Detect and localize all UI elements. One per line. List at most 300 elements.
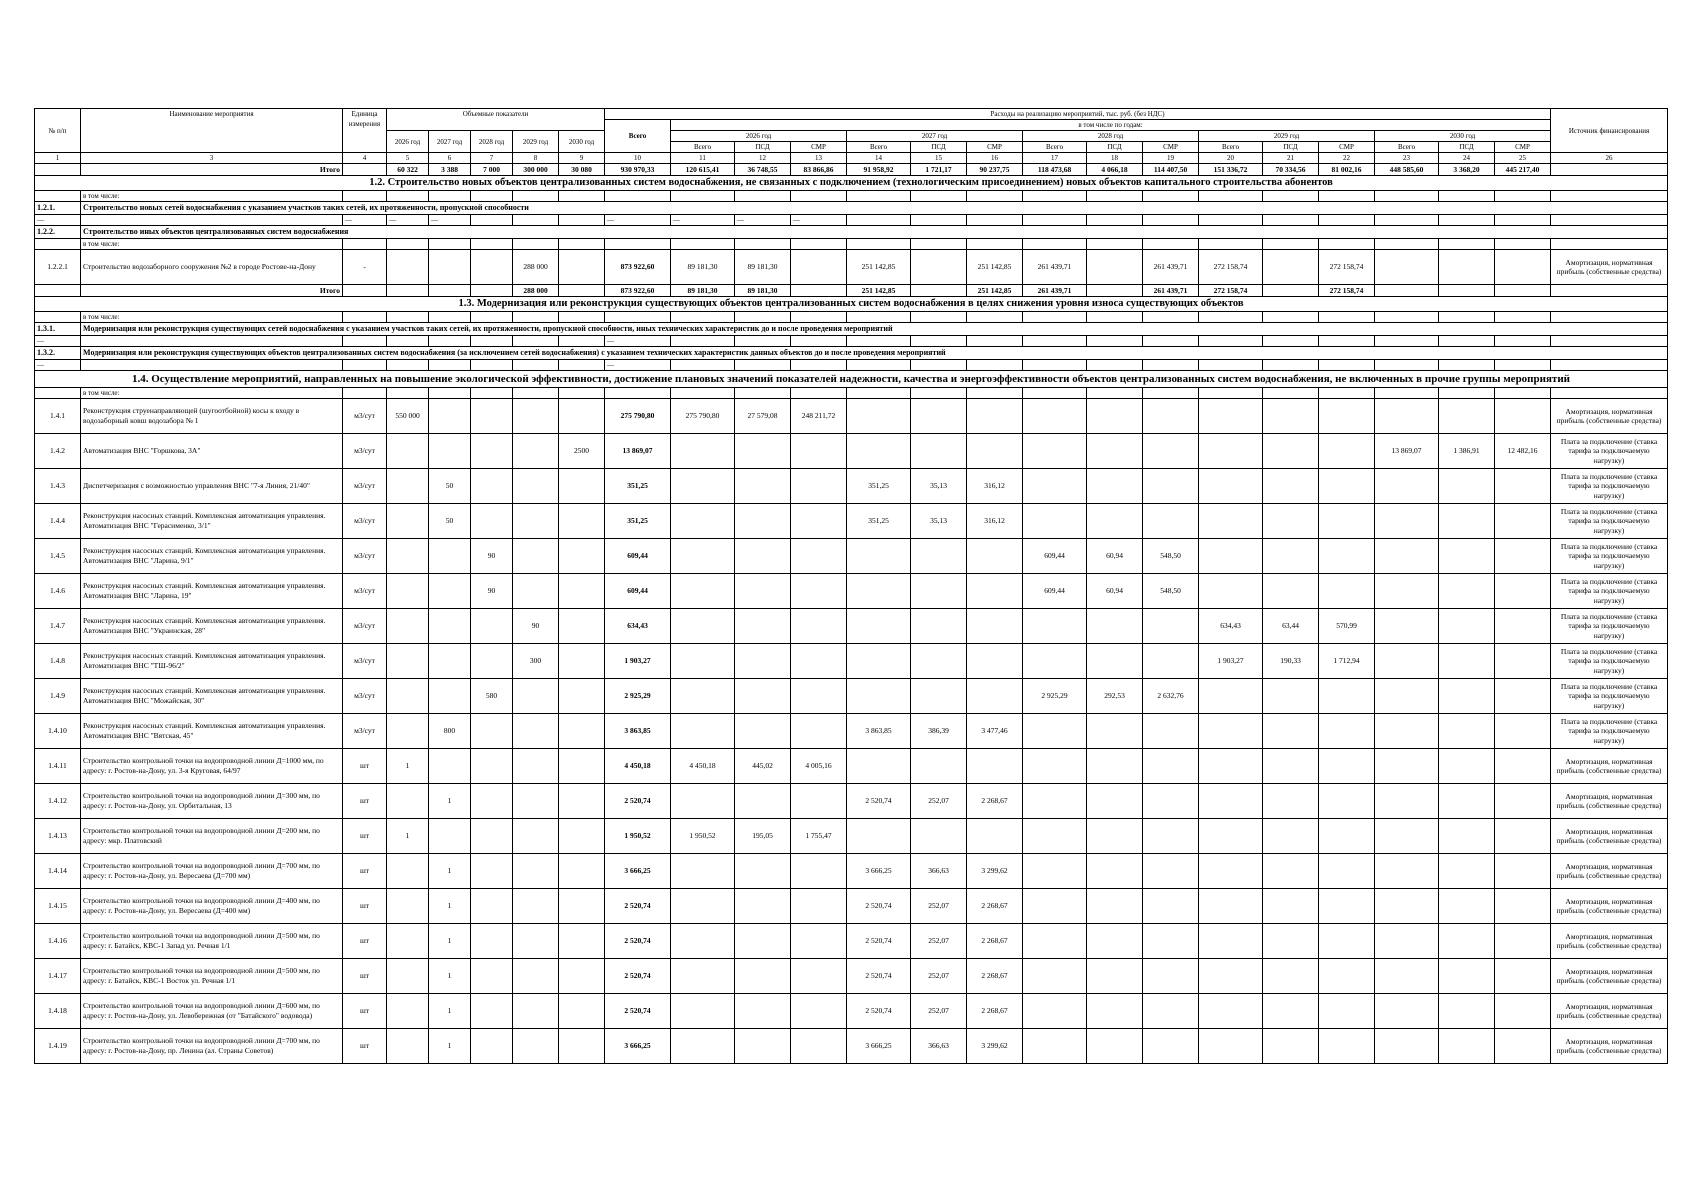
year-cost <box>1263 434 1319 469</box>
year-cost: 3 299,62 <box>967 1029 1023 1064</box>
year-cost <box>1495 994 1551 1029</box>
section-1-2 <box>35 176 1668 191</box>
year-cost <box>791 285 847 297</box>
volume <box>513 1029 559 1064</box>
funding-source: Амортизация, нормативная прибыль (собственные средства) <box>1551 819 1668 854</box>
year-cost <box>671 714 735 749</box>
header-expenses: Расходы на реализацию мероприятий, тыс. руб. (без НДС) <box>605 109 1551 120</box>
year-cost <box>1143 609 1199 644</box>
volume <box>513 714 559 749</box>
cell <box>671 191 735 202</box>
cell <box>1087 360 1143 371</box>
year-cost: 261 439,71 <box>1143 250 1199 285</box>
cell <box>1199 239 1263 250</box>
cell <box>1375 360 1439 371</box>
year-cost <box>1087 854 1143 889</box>
volume: 288 000 <box>513 250 559 285</box>
including-row <box>35 388 1668 399</box>
cell <box>967 312 1023 323</box>
cell <box>967 336 1023 347</box>
total-value: 151 336,72 <box>1199 164 1263 176</box>
year-cost <box>1439 889 1495 924</box>
cell <box>1023 360 1087 371</box>
year-cost <box>1375 994 1439 1029</box>
row-number: 1.4.19 <box>35 1029 81 1064</box>
funding-source: Амортизация, нормативная прибыль (собственные средства) <box>1551 749 1668 784</box>
cell <box>387 312 429 323</box>
cell <box>735 388 791 399</box>
total-value: 120 615,41 <box>671 164 735 176</box>
year-cost <box>1319 784 1375 819</box>
column-number: 16 <box>967 153 1023 164</box>
cell <box>387 191 429 202</box>
volume <box>429 609 471 644</box>
year-cost <box>1375 539 1439 574</box>
cell <box>605 239 671 250</box>
cell <box>35 312 81 323</box>
cell <box>1143 388 1199 399</box>
year-cost: 252,07 <box>911 994 967 1029</box>
cell <box>1439 215 1495 226</box>
column-number: 20 <box>1199 153 1263 164</box>
cell <box>559 360 605 371</box>
volume <box>559 609 605 644</box>
unit: шт <box>343 994 387 1029</box>
year-cost <box>1143 714 1199 749</box>
total-cost: 3 666,25 <box>605 854 671 889</box>
subsection-title: Модернизация или реконструкция существующих объектов централизованных систем водоснабжения (за исключением сетей водоснабжения) с указанием технических характеристик данных объектов до и после проведения мероприятий <box>81 347 1668 360</box>
total-cost: 1 950,52 <box>605 819 671 854</box>
cell <box>1375 215 1439 226</box>
measure-row <box>35 539 1668 574</box>
year-cost: 251 142,85 <box>847 285 911 297</box>
year-cost <box>791 434 847 469</box>
year-cost <box>791 924 847 959</box>
year-cost <box>1375 749 1439 784</box>
column-number: 14 <box>847 153 911 164</box>
funding-source: Амортизация, нормативная прибыль (собственные средства) <box>1551 924 1668 959</box>
measure-row <box>35 399 1668 434</box>
cell <box>343 388 387 399</box>
year-cost <box>735 854 791 889</box>
cell <box>343 191 387 202</box>
header-vol-2030: 2030 год <box>559 131 605 153</box>
volume <box>559 574 605 609</box>
column-number: 5 <box>387 153 429 164</box>
column-number: 15 <box>911 153 967 164</box>
year-cost: 261 439,71 <box>1023 285 1087 297</box>
column-number: 9 <box>559 153 605 164</box>
volume <box>429 819 471 854</box>
year-cost <box>1319 679 1375 714</box>
year-cost <box>1375 644 1439 679</box>
unit: шт <box>343 924 387 959</box>
year-cost <box>735 924 791 959</box>
cell <box>387 388 429 399</box>
year-cost <box>1143 854 1199 889</box>
year-cost <box>1023 994 1087 1029</box>
year-cost <box>967 399 1023 434</box>
including-label: в том числе: <box>81 312 343 323</box>
cell <box>1495 191 1551 202</box>
year-cost: 4 005,16 <box>791 749 847 784</box>
year-cost <box>1439 749 1495 784</box>
total-cost: 351,25 <box>605 504 671 539</box>
year-cost <box>1263 285 1319 297</box>
year-cost <box>1199 749 1263 784</box>
year-cost <box>1375 285 1439 297</box>
total-cost: 351,25 <box>605 469 671 504</box>
measure-row <box>35 854 1668 889</box>
funding-source: Амортизация, нормативная прибыль (собственные средства) <box>1551 1029 1668 1064</box>
header-sub-1-2: СМР <box>967 142 1023 153</box>
header-total: Всего <box>605 120 671 153</box>
total-value: 118 473,68 <box>1023 164 1087 176</box>
cell <box>513 239 559 250</box>
year-cost <box>1263 714 1319 749</box>
volume <box>513 399 559 434</box>
volume <box>471 609 513 644</box>
year-cost: 251 142,85 <box>967 285 1023 297</box>
year-cost <box>1439 1029 1495 1064</box>
year-cost: 2 520,74 <box>847 924 911 959</box>
year-cost <box>1375 784 1439 819</box>
year-cost <box>1087 994 1143 1029</box>
year-cost <box>847 819 911 854</box>
year-cost <box>671 994 735 1029</box>
cell <box>791 312 847 323</box>
cell <box>1143 312 1199 323</box>
column-number: 21 <box>1263 153 1319 164</box>
cell <box>605 191 671 202</box>
year-cost: 27 579,08 <box>735 399 791 434</box>
cell <box>847 312 911 323</box>
measure-row <box>35 994 1668 1029</box>
total-cost: 634,43 <box>605 609 671 644</box>
year-cost <box>671 469 735 504</box>
year-cost: 252,07 <box>911 784 967 819</box>
cell <box>1551 312 1668 323</box>
measure-name: Строительство контрольной точки на водопроводной линии Д=700 мм, по адресу: г. Ростов-на-Дону, пр. Ленина (ал. Страны Советов) <box>81 1029 343 1064</box>
cell <box>1439 191 1495 202</box>
year-cost <box>1023 959 1087 994</box>
measure-name: Строительство контрольной точки на водопроводной линии Д=1000 мм, по адресу: г. Ростов-на-Дону, ул. 3-я Круговая, 64/97 <box>81 749 343 784</box>
volume <box>559 504 605 539</box>
measure-name: Строительство контрольной точки на водопроводной линии Д=400 мм, по адресу: г. Ростов-на-Дону, ул. Вересаева (Д=400 мм) <box>81 889 343 924</box>
cell <box>1023 215 1087 226</box>
header-by-years: в том числе по годам: <box>671 120 1551 131</box>
cell <box>81 360 343 371</box>
year-cost <box>735 469 791 504</box>
year-cost <box>967 644 1023 679</box>
subsection-number: 1.2.1. <box>35 202 81 215</box>
subsection-number: 1.3.1. <box>35 323 81 336</box>
volume <box>429 539 471 574</box>
header-year-2027: 2027 год <box>847 131 1023 142</box>
subsection-title: Модернизация или реконструкция существующих сетей водоснабжения с указанием участков таких сетей, их протяженности, пропускной способности, иных технических характеристик до и после проведения мероприятий <box>81 323 1668 336</box>
year-cost <box>847 609 911 644</box>
year-cost: 89 181,30 <box>735 250 791 285</box>
column-number: 7 <box>471 153 513 164</box>
measure-name: Реконструкция насосных станций. Комплексная автоматизация управления. Автоматизация ВНС "Герасименко, 3/1" <box>81 504 343 539</box>
year-cost <box>1375 469 1439 504</box>
total-value: 90 237,75 <box>967 164 1023 176</box>
volume <box>559 749 605 784</box>
cell <box>1087 312 1143 323</box>
year-cost <box>671 1029 735 1064</box>
year-cost <box>1199 714 1263 749</box>
volume: 1 <box>429 924 471 959</box>
cell <box>513 360 559 371</box>
cell <box>1199 336 1263 347</box>
header-name: Наименование мероприятия <box>81 109 343 153</box>
cell <box>343 312 387 323</box>
volume <box>429 749 471 784</box>
year-cost <box>1439 819 1495 854</box>
cell <box>1495 312 1551 323</box>
cell <box>791 239 847 250</box>
cell <box>671 239 735 250</box>
cell <box>559 239 605 250</box>
year-cost <box>1023 854 1087 889</box>
column-number: 26 <box>1551 153 1668 164</box>
year-cost <box>735 574 791 609</box>
year-cost <box>735 644 791 679</box>
subsection-1-2-2 <box>35 226 1668 239</box>
year-cost: 1 712,94 <box>1319 644 1375 679</box>
volume <box>387 679 429 714</box>
year-cost: 272 158,74 <box>1319 285 1375 297</box>
cell <box>967 191 1023 202</box>
measure-row <box>35 819 1668 854</box>
total-value: 7 000 <box>471 164 513 176</box>
unit: м3/сут <box>343 609 387 644</box>
year-cost <box>1023 399 1087 434</box>
row-number: 1.4.17 <box>35 959 81 994</box>
year-cost <box>1263 784 1319 819</box>
year-cost <box>1495 889 1551 924</box>
cell <box>847 336 911 347</box>
year-cost <box>1319 714 1375 749</box>
volume: 1 <box>429 994 471 1029</box>
investment-program-sheet <box>34 108 1665 1064</box>
cell <box>1439 312 1495 323</box>
year-cost <box>1375 889 1439 924</box>
volume <box>471 504 513 539</box>
cell <box>1263 239 1319 250</box>
year-cost <box>1375 679 1439 714</box>
cell <box>791 360 847 371</box>
year-cost <box>911 609 967 644</box>
year-cost: 252,07 <box>911 889 967 924</box>
volume <box>559 924 605 959</box>
volume: 1 <box>387 819 429 854</box>
cell <box>1319 239 1375 250</box>
cell <box>471 239 513 250</box>
empty-dash-row <box>35 336 1668 347</box>
cell <box>1319 215 1375 226</box>
year-cost <box>1023 1029 1087 1064</box>
column-number: 10 <box>605 153 671 164</box>
cell <box>791 336 847 347</box>
year-cost <box>1263 1029 1319 1064</box>
year-cost <box>1263 994 1319 1029</box>
year-cost <box>1375 250 1439 285</box>
measure-name: Реконструкция насосных станций. Комплексная автоматизация управления. Автоматизация ВНС "Украинская, 28" <box>81 609 343 644</box>
measure-row <box>35 1029 1668 1064</box>
unit: м3/сут <box>343 504 387 539</box>
year-cost <box>967 609 1023 644</box>
year-cost: 351,25 <box>847 504 911 539</box>
row-number: 1.4.14 <box>35 854 81 889</box>
year-cost <box>1495 285 1551 297</box>
cell <box>1263 360 1319 371</box>
unit: м3/сут <box>343 574 387 609</box>
year-cost <box>1319 469 1375 504</box>
year-cost <box>671 574 735 609</box>
year-cost <box>1495 399 1551 434</box>
year-cost <box>1199 504 1263 539</box>
year-cost <box>1439 504 1495 539</box>
year-cost <box>847 539 911 574</box>
measure-name: Реконструкция насосных станций. Комплексная автоматизация управления. Автоматизация ВНС "Ларина, 19" <box>81 574 343 609</box>
volume <box>513 784 559 819</box>
cell <box>1023 191 1087 202</box>
year-cost <box>1199 819 1263 854</box>
header-sub-3-1: ПСД <box>1263 142 1319 153</box>
year-cost <box>1199 469 1263 504</box>
year-cost <box>1143 784 1199 819</box>
measure-name: Реконструкция насосных станций. Комплексная автоматизация управления. Автоматизация ВНС "Ларина, 9/1" <box>81 539 343 574</box>
year-cost <box>671 679 735 714</box>
year-cost: 2 268,67 <box>967 959 1023 994</box>
cell <box>735 336 791 347</box>
measure-row <box>35 749 1668 784</box>
year-cost <box>1143 924 1199 959</box>
year-cost <box>911 539 967 574</box>
cell <box>911 388 967 399</box>
volume <box>387 469 429 504</box>
year-cost <box>735 959 791 994</box>
total-cost: 2 520,74 <box>605 959 671 994</box>
year-cost <box>1199 399 1263 434</box>
cell <box>429 191 471 202</box>
funding-source: Плата за подключение (ставка тарифа за подключаемую нагрузку) <box>1551 434 1668 469</box>
dash: — <box>605 360 671 371</box>
year-cost <box>1199 784 1263 819</box>
row-number: 1.4.13 <box>35 819 81 854</box>
measure-name: Строительство контрольной точки на водопроводной линии Д=500 мм, по адресу: г. Батайск, КВС-1 Восток ул. Речная 1/1 <box>81 959 343 994</box>
year-cost <box>1375 609 1439 644</box>
year-cost <box>1199 994 1263 1029</box>
year-cost <box>1023 889 1087 924</box>
year-cost <box>1023 714 1087 749</box>
funding-source: Плата за подключение (ставка тарифа за подключаемую нагрузку) <box>1551 574 1668 609</box>
cell <box>735 191 791 202</box>
year-cost <box>735 539 791 574</box>
year-cost <box>791 679 847 714</box>
year-cost: 89 181,30 <box>735 285 791 297</box>
volume <box>513 679 559 714</box>
year-cost: 609,44 <box>1023 574 1087 609</box>
volume <box>387 539 429 574</box>
cell <box>1319 360 1375 371</box>
cell <box>1143 191 1199 202</box>
measure-row <box>35 959 1668 994</box>
year-cost <box>1263 889 1319 924</box>
measure-name: Реконструкция насосных станций. Комплексная автоматизация управления. Автоматизация ВНС "ТШ-96/2" <box>81 644 343 679</box>
volume <box>387 285 429 297</box>
header-sub-4-0: Всего <box>1375 142 1439 153</box>
total-cost: 609,44 <box>605 574 671 609</box>
volume: 1 <box>429 784 471 819</box>
total-value: 114 407,50 <box>1143 164 1199 176</box>
measure-name: Реконструкция насосных станций. Комплексная автоматизация управления. Автоматизация ВНС "Вятская, 45" <box>81 714 343 749</box>
row-number: 1.4.7 <box>35 609 81 644</box>
total-cost: 13 869,07 <box>605 434 671 469</box>
cell <box>343 336 387 347</box>
year-cost <box>1375 1029 1439 1064</box>
year-cost <box>1263 469 1319 504</box>
section-title: 1.3. Модернизация или реконструкция существующих объектов централизованных систем водоснабжения в целях снижения уровня износа существующих объектов <box>35 297 1668 312</box>
cell <box>387 360 429 371</box>
year-cost: 190,33 <box>1263 644 1319 679</box>
header-vol-2028: 2028 год <box>471 131 513 153</box>
measure-row <box>35 609 1668 644</box>
year-cost <box>1023 644 1087 679</box>
cell <box>1375 239 1439 250</box>
cell <box>1263 312 1319 323</box>
total-cost: 609,44 <box>605 539 671 574</box>
cell <box>1143 239 1199 250</box>
including-label: в том числе: <box>81 388 343 399</box>
volume <box>513 539 559 574</box>
dash: — <box>343 215 387 226</box>
row-number: 1.4.9 <box>35 679 81 714</box>
volume <box>559 714 605 749</box>
header-sub-3-0: Всего <box>1199 142 1263 153</box>
year-cost <box>1263 539 1319 574</box>
year-cost <box>911 679 967 714</box>
cell <box>1319 312 1375 323</box>
grand-total-row <box>35 164 1668 176</box>
unit: м3/сут <box>343 434 387 469</box>
column-number: 24 <box>1439 153 1495 164</box>
year-cost <box>1495 959 1551 994</box>
volume: 1 <box>429 959 471 994</box>
year-cost <box>1319 434 1375 469</box>
year-cost: 2 520,74 <box>847 784 911 819</box>
year-cost: 60,94 <box>1087 539 1143 574</box>
total-value: 81 002,16 <box>1319 164 1375 176</box>
total-cost: 873 922,60 <box>605 285 671 297</box>
volume <box>559 819 605 854</box>
unit: м3/сут <box>343 469 387 504</box>
year-cost: 634,43 <box>1199 609 1263 644</box>
year-cost <box>1439 539 1495 574</box>
header-no: № п/п <box>35 109 81 153</box>
cell <box>735 360 791 371</box>
volume: 1 <box>429 1029 471 1064</box>
unit: м3/сут <box>343 539 387 574</box>
measure-row <box>35 889 1668 924</box>
year-cost <box>671 434 735 469</box>
volume <box>559 250 605 285</box>
measures-table <box>34 108 1668 1064</box>
including-row <box>35 191 1668 202</box>
cell <box>35 164 81 176</box>
year-cost <box>791 1029 847 1064</box>
